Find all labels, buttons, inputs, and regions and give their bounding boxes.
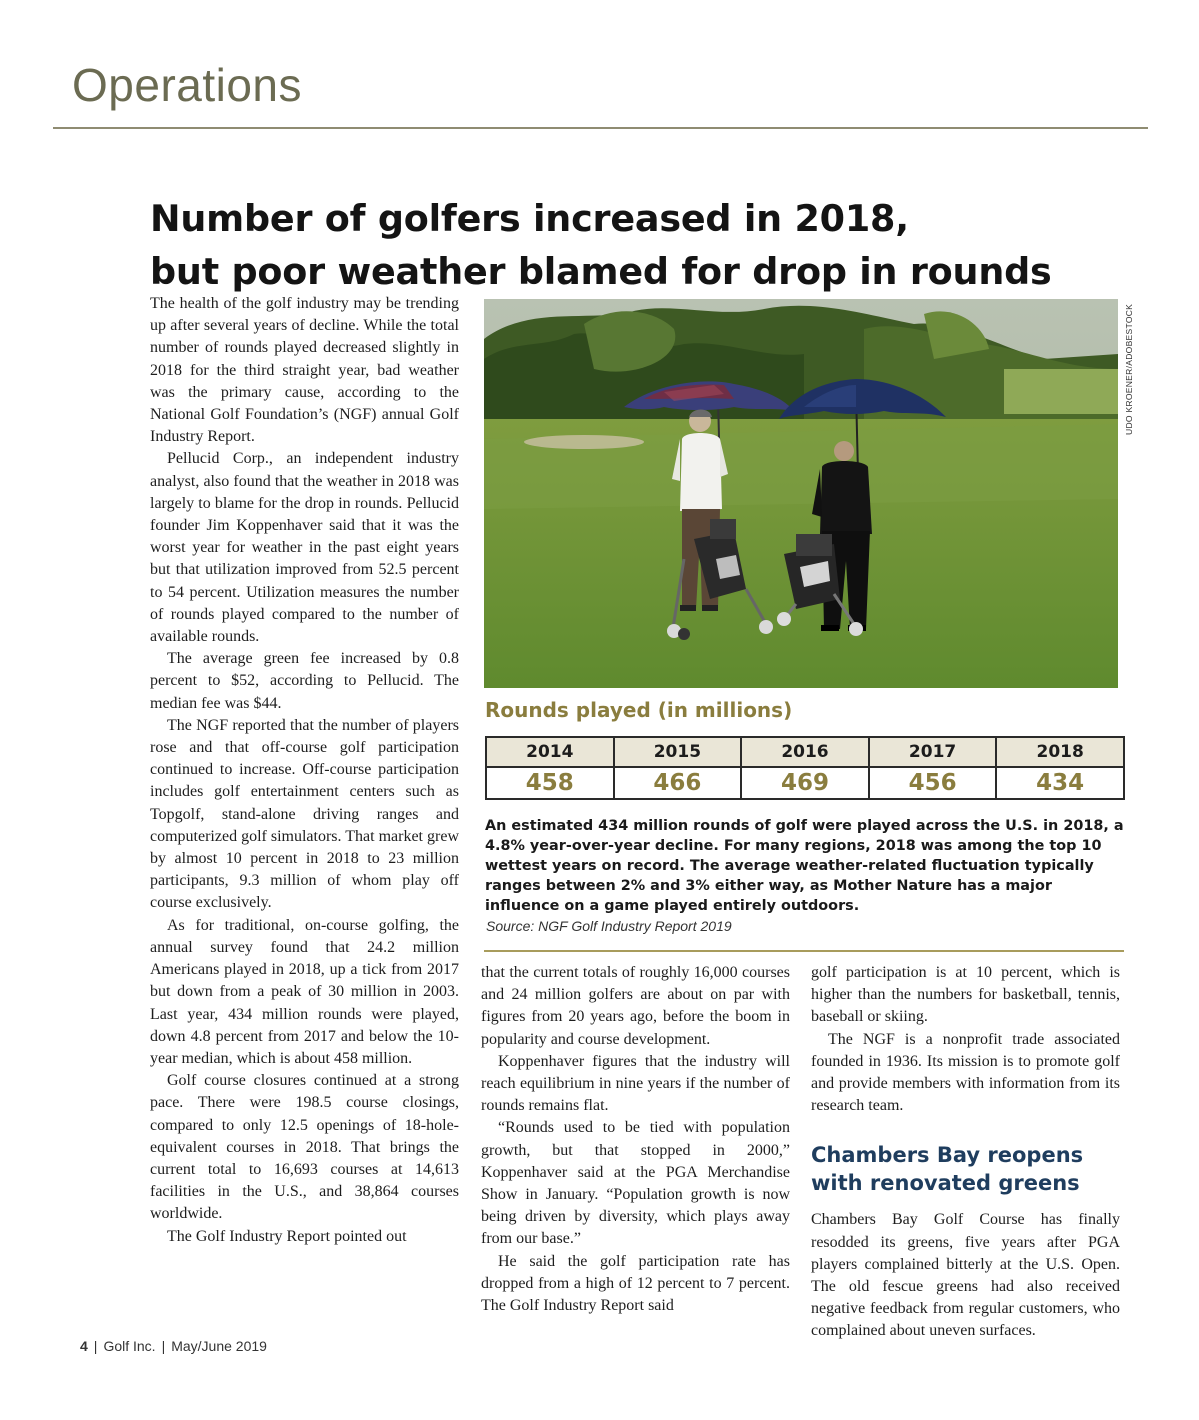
paragraph: that the current totals of roughly 16,000 courses and 24 million golfers are about on par with figures from 20 years ago, before the boom in popularity and course development. [481,964,790,1048]
page-footer: 4 | Golf Inc. | May/June 2019 [80,1338,267,1354]
table-title: Rounds played (in millions) [485,698,793,722]
paragraph: The NGF is a nonprofit trade associated founded in 1936. Its mission is to promote golf and provide members with information from its research team. [811,1030,1120,1115]
value-cell: 456 [869,767,997,799]
value-cell: 466 [614,767,742,799]
table-source: Source: NGF Golf Industry Report 2019 [486,918,732,934]
subheading: Chambers Bay reopens with renovated greens [811,1143,1084,1196]
golfers-with-umbrellas-photo [484,299,1118,688]
table-caption: An estimated 434 million rounds of golf were played across the U.S. in 2018, a 4.8% year-over-year decline. For many regions, 2018 was among the top 10 wettest years on record. The average weather-related fluctuation typically ranges between 2% and 3% either way, as Mother Nature has a major influence on a game played entirely outdoors. [485,818,1124,914]
year-cell: 2015 [614,737,742,767]
rounds-played-table [485,736,1125,800]
article-column-3 [811,962,1120,1343]
article-headline [150,192,1052,298]
paragraph: “Rounds used to be tied with population growth, but that stopped in 2000,” Koppenhaver said at the PGA Merchandise Show in January. “Population growth is now being driven by diversity, which plays away from our base.” [481,1119,790,1248]
magazine-name: Golf Inc. [103,1338,156,1354]
paragraph: Golf course closures continued at a strong pace. There were 198.5 course closings, compared to only 12.5 openings of 18-hole-equivalent courses in 2018. That brings the current total to 16,693 courses at 14,613 facilities in the U.S., and 38,864 courses worldwide. [150,1072,459,1223]
paragraph: The health of the golf industry may be trending up after several years of decline. While the total number of rounds played decreased slightly in 2018 for the third straight year, bad weather was the primary cause, according to the National Golf Foundation’s (NGF) annual Golf Industry Report. [150,295,459,446]
paragraph: Chambers Bay Golf Course has finally resodded its greens, five years after PGA players complained bitterly at the U.S. Open. The old fescue greens had also received negative feedback from regular customers, who complained about uneven surfaces. [811,1211,1120,1340]
article-column-2 [481,962,790,1317]
year-cell: 2018 [996,737,1124,767]
page-number: 4 [80,1338,88,1354]
headline-line-1: Number of golfers increased in 2018, [150,197,909,240]
value-cell: 458 [486,767,614,799]
photo-credit: UDO KROENER/ADOBESTOCK [1124,303,1134,435]
paragraph: The Golf Industry Report pointed out [167,1227,407,1245]
paragraph: As for traditional, on-course golfing, the annual survey found that 24.2 million Americans played in 2018, up a tick from 2017 but down from a peak of 30 million in 2003. Last year, 434 million rounds were played, down 4.8 percent from 2017 and below the 10-year median, which is about 458 million. [150,916,459,1067]
table-header-row [486,737,1124,767]
year-cell: 2014 [486,737,614,767]
value-cell: 469 [741,767,869,799]
article-column-1 [150,293,459,1248]
sidebar-divider [484,950,1124,952]
table-row [486,767,1124,799]
year-cell: 2017 [869,737,997,767]
year-cell: 2016 [741,737,869,767]
headline-line-2: but poor weather blamed for drop in rounds [150,250,1052,293]
section-title: Operations [72,59,303,111]
paragraph: The NGF reported that the number of players rose and that off-course golf participation continued to increase. Off-course participation includes golf entertainment centers such as Topgolf, stand-alone driving ranges and computerized golf simulators. That market grew by almost 10 percent in 2018 to 23 million participants, 9.3 million of whom play off course exclusively. [150,716,459,912]
paragraph: Koppenhaver figures that the industry will reach equilibrium in nine years if the number of rounds remains flat. [481,1052,790,1115]
paragraph: golf participation is at 10 percent, which is higher than the numbers for basketball, tennis, baseball or skiing. [811,964,1120,1026]
paragraph: The average green fee increased by 0.8 percent to $52, according to Pellucid. The median fee was $44. [150,650,459,712]
value-cell: 434 [996,767,1124,799]
issue-date: May/June 2019 [171,1338,267,1354]
paragraph: Pellucid Corp., an independent industry analyst, also found that the weather in 2018 was largely to blame for the drop in rounds. Pellucid founder Jim Koppenhaver said that it was the worst year for weather in the past eight years but that utilization improved from 52.5 percent to 54 percent. Utilization measures the number of rounds played compared to the number of available rounds. [150,450,459,646]
section-divider [53,127,1148,129]
paragraph: He said the golf participation rate has dropped from a high of 12 percent to 7 percent. The Golf Industry Report said [481,1252,790,1315]
